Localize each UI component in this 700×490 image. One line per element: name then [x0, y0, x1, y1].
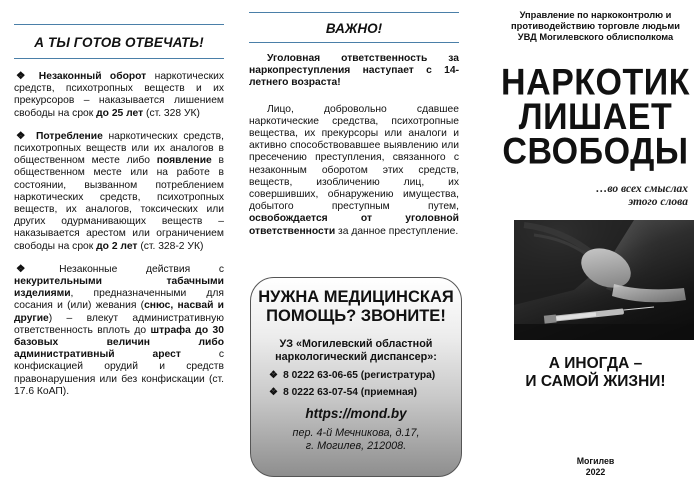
title-divider [249, 42, 459, 43]
panel-middle [249, 12, 459, 238]
tagline: …во всех смыслах этого слова [595, 183, 688, 208]
help-title: НУЖНА МЕДИЦИНСКАЯ ПОМОЩЬ? ЗВОНИТЕ! [258, 288, 454, 325]
age-responsibility-note: Уголовная ответственность за наркопреступления наступает с 14-летнего возраста! [249, 53, 459, 89]
slogan: А ИНОГДА – И САМОЙ ЖИЗНИ! [525, 355, 666, 390]
panel-left-title: А ТЫ ГОТОВ ОТВЕЧАТЬ! [34, 35, 204, 50]
panel-middle-title: ВАЖНО! [325, 21, 383, 36]
clinic-name: УЗ «Могилевский областной наркологический диспансер»: [275, 338, 437, 363]
title-divider [14, 58, 224, 59]
issuing-organization: Управление по наркоконтролю и противодействию торговле людьми УВД Могилевского облисполкома [511, 10, 680, 42]
top-divider [249, 12, 459, 13]
paragraph-tobacco-products: ❖ Незаконные действия с некурительными табачными изделиями, предназначенными для сосания и (или) жевания (снюс, насвай и другие) – влекут административную ответственность вплоть до штрафа до 30 базовых величин либо административный арест с конфискацией орудий и средств правонарушения или без конфискации (ст. 17.6 КоАП). [14, 263, 224, 397]
website-link[interactable]: https://mond.by [305, 406, 407, 421]
voluntary-surrender-note: Лицо, добровольно сдавшее наркотические средства, психотропные вещества, их прекурсоры или аналоги и активно способствовавшее выявлению или пресечению преступления, связанного с незаконным оборотом этих средств, веществ, изобличению лиц, их совершивших, обнаружению имущества, добытого преступным путем, освобождается от уголовной ответственности за данное преступление. [249, 103, 459, 237]
help-contact-box [250, 277, 462, 477]
diamond-bullet-icon: ❖ [16, 71, 31, 82]
paragraph-illegal-trafficking: ❖ Незаконный оборот наркотических средств, психотропных веществ и их прекурсоров – наказывается лишением свободы на срок до 25 лет (ст. 328 УК) [14, 71, 225, 119]
leaflet-main-title: НАРКОТИК ЛИШАЕТ СВОБОДЫ [501, 61, 690, 173]
clinic-address: пер. 4-й Мечникова, д.17, г. Могилев, 212008. [292, 427, 420, 452]
cover-photo [514, 220, 694, 340]
paragraph-consumption: ❖ Потребление наркотических средств, психотропных веществ или их аналогов в общественном месте либо появление в общественном месте или на работе в состоянии, вызванном потреблением наркотических средств, психотропных веществ, их аналогов, токсических или других одурманивающих веществ – наказывается арестом или ограничением свободы на срок до 2 лет (ст. 328-2 УК) [14, 130, 224, 252]
diamond-bullet-icon: ❖ [16, 130, 28, 142]
top-divider [14, 24, 224, 25]
diamond-bullet-icon: ❖ [269, 370, 279, 381]
panel-left [14, 24, 224, 409]
diamond-bullet-icon: ❖ [16, 263, 52, 275]
publication-place-year: Могилев 2022 [576, 456, 615, 477]
phone-registry[interactable]: ❖ 8 0222 63-06-65 (регистратура) [269, 370, 436, 381]
person-with-syringe-illustration [514, 220, 694, 340]
phone-reception[interactable]: ❖ 8 0222 63-07-54 (приемная) [269, 387, 417, 398]
diamond-bullet-icon: ❖ [269, 387, 279, 398]
panel-right [497, 10, 694, 477]
